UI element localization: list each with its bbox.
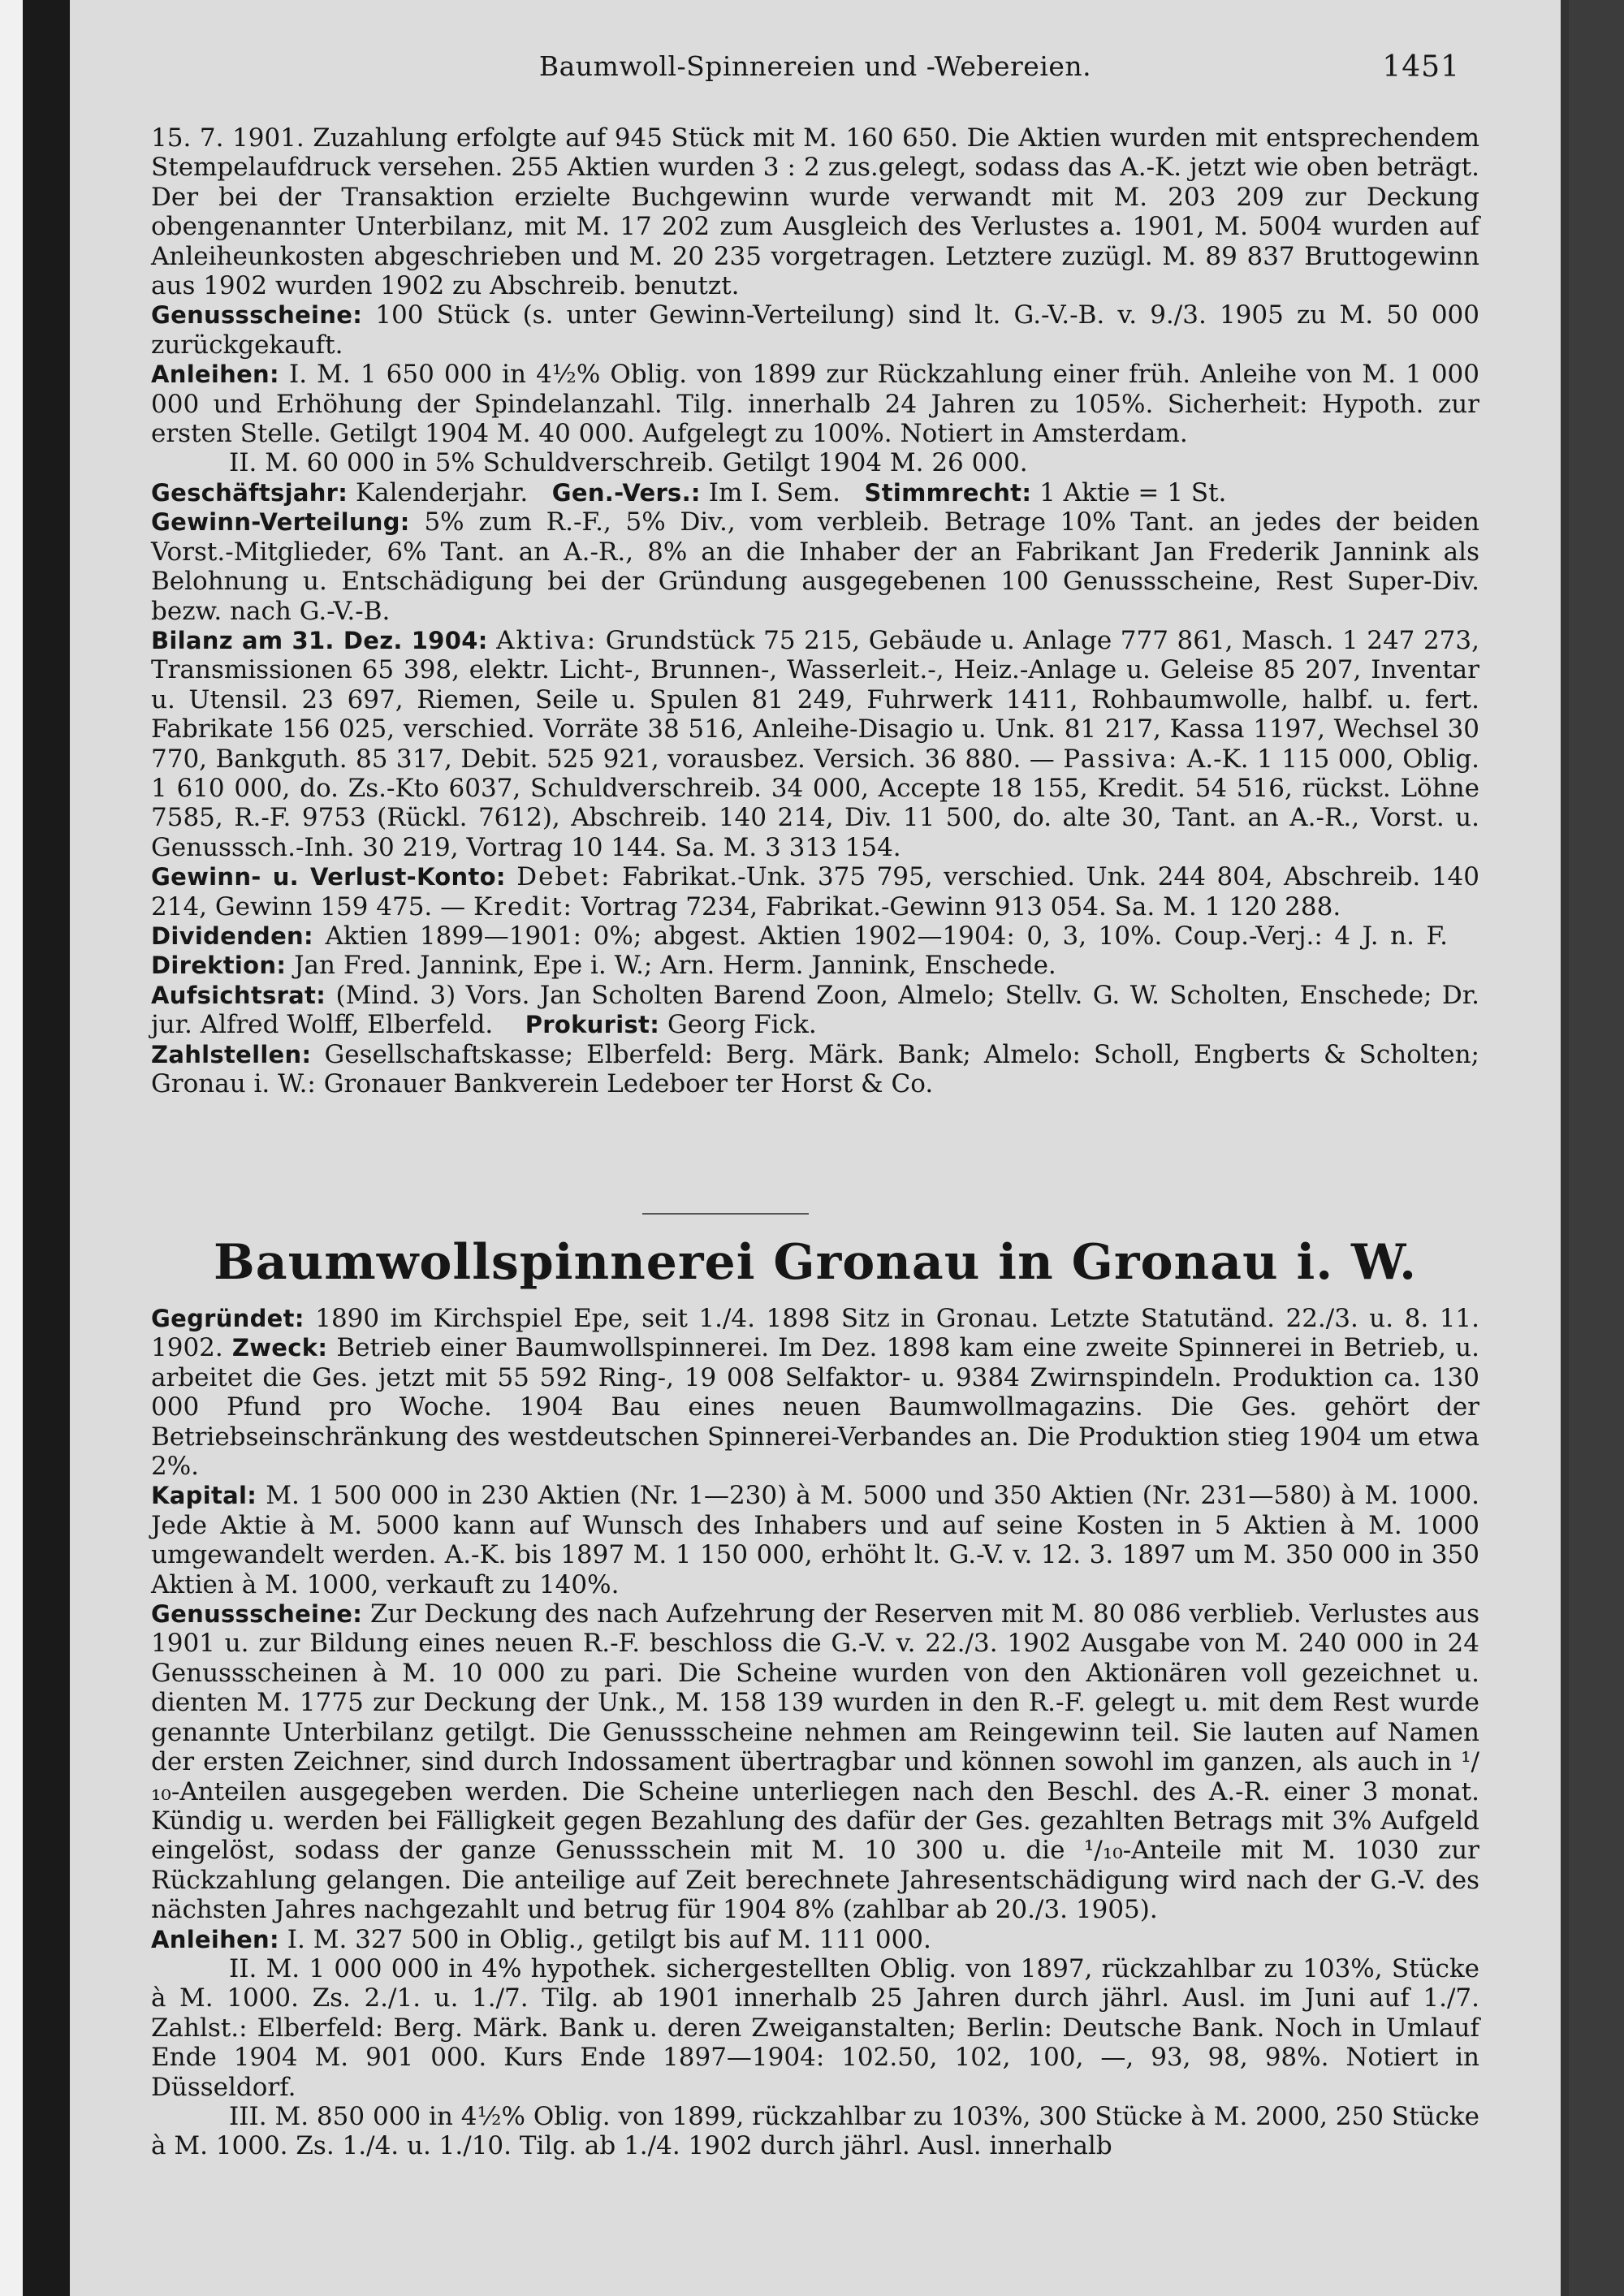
scan-margin-right: [1569, 0, 1624, 2296]
page-edge-right: [1561, 0, 1569, 2296]
company-heading: Baumwollspinnerei Gronau in Gronau i. W.: [214, 1234, 1417, 1291]
paragraph-geschaeftsjahr: Geschäftsjahr: Kalenderjahr. Gen.-Vers.: Im I. Sem. Stimmrecht: 1 Aktie = 1 St.: [151, 477, 1227, 507]
paragraph-genussscheine-gronau: Genussscheine: Zur Deckung des nach Aufzehrung der Reserven mit M. 80 086 verblieb. Verlustes aus 1901 u. zur Bildung eines neuen R.-F. beschloss die G.-V. v. 22./3. 1902 Ausgabe von M. 240 000 in 24 Genussscheinen à M. 10 000 zu pari. Die Scheine wurden von den Aktionären voll gezeichnet u. dienten M. 1775 zur Deckung der Unk., M. 158 139 wurden in den R.-F. gelegt u. mit dem Rest wurde genannte Unterbilanz getilgt. Die Genussscheine nehmen am Reingewinn teil. Sie lauten auf Namen der ersten Zeichner, sind durch Indossament übertragbar und können sowohl im ganzen, als auch in ¹/₁₀-Anteilen ausgegeben werden. Die Scheine unterliegen nach den Beschl. des A.-R. einer 3 monat. Kündig u. werden bei Fälligkeit gegen Bezahlung des dafür der Ges. gezahlten Betrags mit 3% Aufgeld eingelöst, sodass der ganze Genussschein mit M. 10 300 u. die ¹/₁₀-Anteile mit M. 1030 zur Rückzahlung gelangen. Die anteilige auf Zeit berechnete Jahresentschädigung wird nach der G.-V. des nächsten Jahres nachgezahlt und betrug für 1904 8% (zahlbar ab 20./3. 1905).: [151, 1599, 1479, 1925]
paragraph-anleihen-ii: II. M. 60 000 in 5% Schuldverschreib. Getilgt 1904 M. 26 000.: [229, 448, 1028, 478]
paragraph-gewinn-verlust: Gewinn- u. Verlust-Konto: Debet: Fabrikat.-Unk. 375 795, verschied. Unk. 244 804, Abschreib. 140 214, Gewinn 159 475. — Kredit: Vortrag 7234, Fabrikat.-Gewinn 913 054. Sa. M. 1 120 288.: [151, 862, 1479, 921]
paragraph-kapital: Kapital: M. 1 500 000 in 230 Aktien (Nr. 1—230) à M. 5000 und 350 Aktien (Nr. 231—580) à M. 1000. Jede Aktie à M. 5000 kann auf Wunsch des Inhabers und auf seine Kosten in 5 Aktien à M. 1000 umgewandelt werden. A.-K. bis 1897 M. 1 150 000, erhöht lt. G.-V. v. 12. 3. 1897 um M. 350 000 in 350 Aktien à M. 1000, verkauft zu 140%.: [151, 1481, 1479, 1599]
paragraph-dividenden: Dividenden: Aktien 1899—1901: 0%; abgest. Aktien 1902—1904: 0, 3, 10%. Coup.-Verj.: 4 J. n. F. Direktion: Jan Fred. Jannink, Epe i. W.; Arn. Herm. Jannink, Enschede.: [151, 921, 1449, 981]
paragraph-intro: 15. 7. 1901. Zuzahlung erfolgte auf 945 Stück mit M. 160 650. Die Aktien wurden mit entsprechendem Stempelaufdruck versehen. 255 Aktien wurden 3 : 2 zus.gelegt, sodass das A.-K. jetzt wie oben beträgt. Der bei der Transaktion erzielte Buchgewinn wurde verwandt mit M. 203 209 zur Deckung obengenannter Unterbilanz, mit M. 17 202 zum Ausgleich des Verlustes a. 1901, M. 5004 wurden auf Anleiheunkosten abgeschrieben und M. 20 235 vorgetragen. Letztere zuzügl. M. 89 837 Bruttogewinn aus 1902 wurden 1902 zu Abschreib. benutzt.: [151, 123, 1479, 301]
section-baumwollspinnerei-gronau: [70, 1304, 1561, 2161]
paragraph-aufsichtsrat: Aufsichtsrat: (Mind. 3) Vors. Jan Scholten Barend Zoon, Almelo; Stellv. G. W. Scholten, Enschede; Dr. jur. Alfred Wolff, Elberfeld. Prokurist: Georg Fick.: [151, 980, 1479, 1040]
paragraph-anleihen-gronau: Anleihen: I. M. 327 500 in Oblig., getilgt bis auf M. 111 000.: [151, 1924, 931, 1954]
book-binding-shadow: [23, 0, 70, 2296]
paragraph-bilanz: Bilanz am 31. Dez. 1904: Aktiva: Grundstück 75 215, Gebäude u. Anlage 777 861, Masch. 1 247 273, Transmissionen 65 398, elektr. Licht-, Brunnen-, Wasserleit.-, Heiz.-Anlage u. Geleise 85 207, Inventar u. Utensil. 23 697, Riemen, Seile u. Spulen 81 249, Fuhrwerk 1411, Rohbaumwolle, halbf. u. fert. Fabrikate 156 025, verschied. Vorräte 38 516, Anleihe-Disagio u. Unk. 81 217, Kassa 1197, Wechsel 30 770, Bankguth. 85 317, Debit. 525 921, vorausbez. Versich. 36 880. — Passiva: A.-K. 1 115 000, Oblig. 1 610 000, do. Zs.-Kto 6037, Schuldverschreib. 34 000, Accepte 18 155, Kredit. 54 516, rückst. Löhne 7585, R.-F. 9753 (Rückl. 7612), Abschreib. 140 214, Div. 11 500, do. alte 30, Tant. an A.-R., Vorst. u. Genusssch.-Inh. 30 219, Vortrag 10 144. Sa. M. 3 313 154.: [151, 625, 1480, 862]
book-page: [70, 0, 1561, 2296]
section-divider-rule: [642, 1213, 809, 1215]
paragraph-genussscheine: Genussscheine: 100 Stück (s. unter Gewinn-Verteilung) sind lt. G.-V.-B. v. 9./3. 1905 zu M. 50 000 zurückgekauft.: [151, 300, 1479, 360]
section-previous-company: [70, 123, 1561, 1098]
paragraph-anleihen: Anleihen: I. M. 1 650 000 in 4½% Oblig. von 1899 zur Rückzahlung einer früh. Anleihe von M. 1 000 000 und Erhöhung der Spindelanzahl. Tilg. innerhalb 24 Jahren zu 105%. Sicherheit: Hypoth. zur ersten Stelle. Getilgt 1904 M. 40 000. Aufgelegt zu 100%. Notiert in Amsterdam.: [151, 360, 1479, 449]
paragraph-anleihen-gronau-iii: III. M. 850 000 in 4½% Oblig. von 1899, rückzahlbar zu 103%, 300 Stücke à M. 2000, 250 Stücke à M. 1000. Zs. 1./4. u. 1./10. Tilg. ab 1./4. 1902 durch jährl. Ausl. innerhalb: [151, 2101, 1479, 2161]
paragraph-gewinn-verteilung: Gewinn-Verteilung: 5% zum R.-F., 5% Div., vom verbleib. Betrage 10% Tant. an jedes der beiden Vorst.-Mitglieder, 6% Tant. an A.-R., 8% an die Inhaber der an Fabrikant Jan Frederik Jannink als Belohnung u. Entschädigung bei der Gründung ausgegebenen 100 Genussscheine, Rest Super-Div. bezw. nach G.-V.-B.: [151, 507, 1479, 626]
running-title: Baumwoll-Spinnereien und -Webereien.: [538, 50, 1092, 82]
paragraph-gegruendet: Gegründet: 1890 im Kirchspiel Epe, seit 1./4. 1898 Sitz in Gronau. Letzte Statutänd. 22./3. u. 8. 11. 1902. Zweck: Betrieb einer Baumwollspinnerei. Im Dez. 1898 kam eine zweite Spinnerei in Betrieb, u. arbeitet die Ges. jetzt mit 55 592 Ring-, 19 008 Selfaktor- u. 9384 Zwirnspindeln. Produktion ca. 130 000 Pfund pro Woche. 1904 Bau eines neuen Baumwollmagazins. Die Ges. gehört der Betriebseinschränkung des westdeutschen Spinnerei-Verbandes an. Die Produktion stieg 1904 um etwa 2%.: [151, 1304, 1480, 1482]
running-header: [70, 50, 1561, 86]
page-number: 1451: [1382, 50, 1460, 84]
paragraph-zahlstellen: Zahlstellen: Gesellschaftskasse; Elberfeld: Berg. Märk. Bank; Almelo: Scholl, Engberts & Scholten; Gronau i. W.: Gronauer Bankverein Ledeboer ter Horst & Co.: [151, 1039, 1479, 1098]
scan-margin-left: [0, 0, 23, 2296]
paragraph-anleihen-gronau-ii: II. M. 1 000 000 in 4% hypothek. sichergestellten Oblig. von 1897, rückzahlbar zu 103%, Stücke à M. 1000. Zs. 2./1. u. 1./7. Tilg. ab 1901 innerhalb 25 Jahren durch jährl. Ausl. im Juni auf 1./7. Zahlst.: Elberfeld: Berg. Märk. Bank u. deren Zweiganstalten; Berlin: Deutsche Bank. Noch in Umlauf Ende 1904 M. 901 000. Kurs Ende 1897—1904: 102.50, 102, 100, —, 93, 98, 98%. Notiert in Düsseldorf.: [151, 1953, 1479, 2102]
